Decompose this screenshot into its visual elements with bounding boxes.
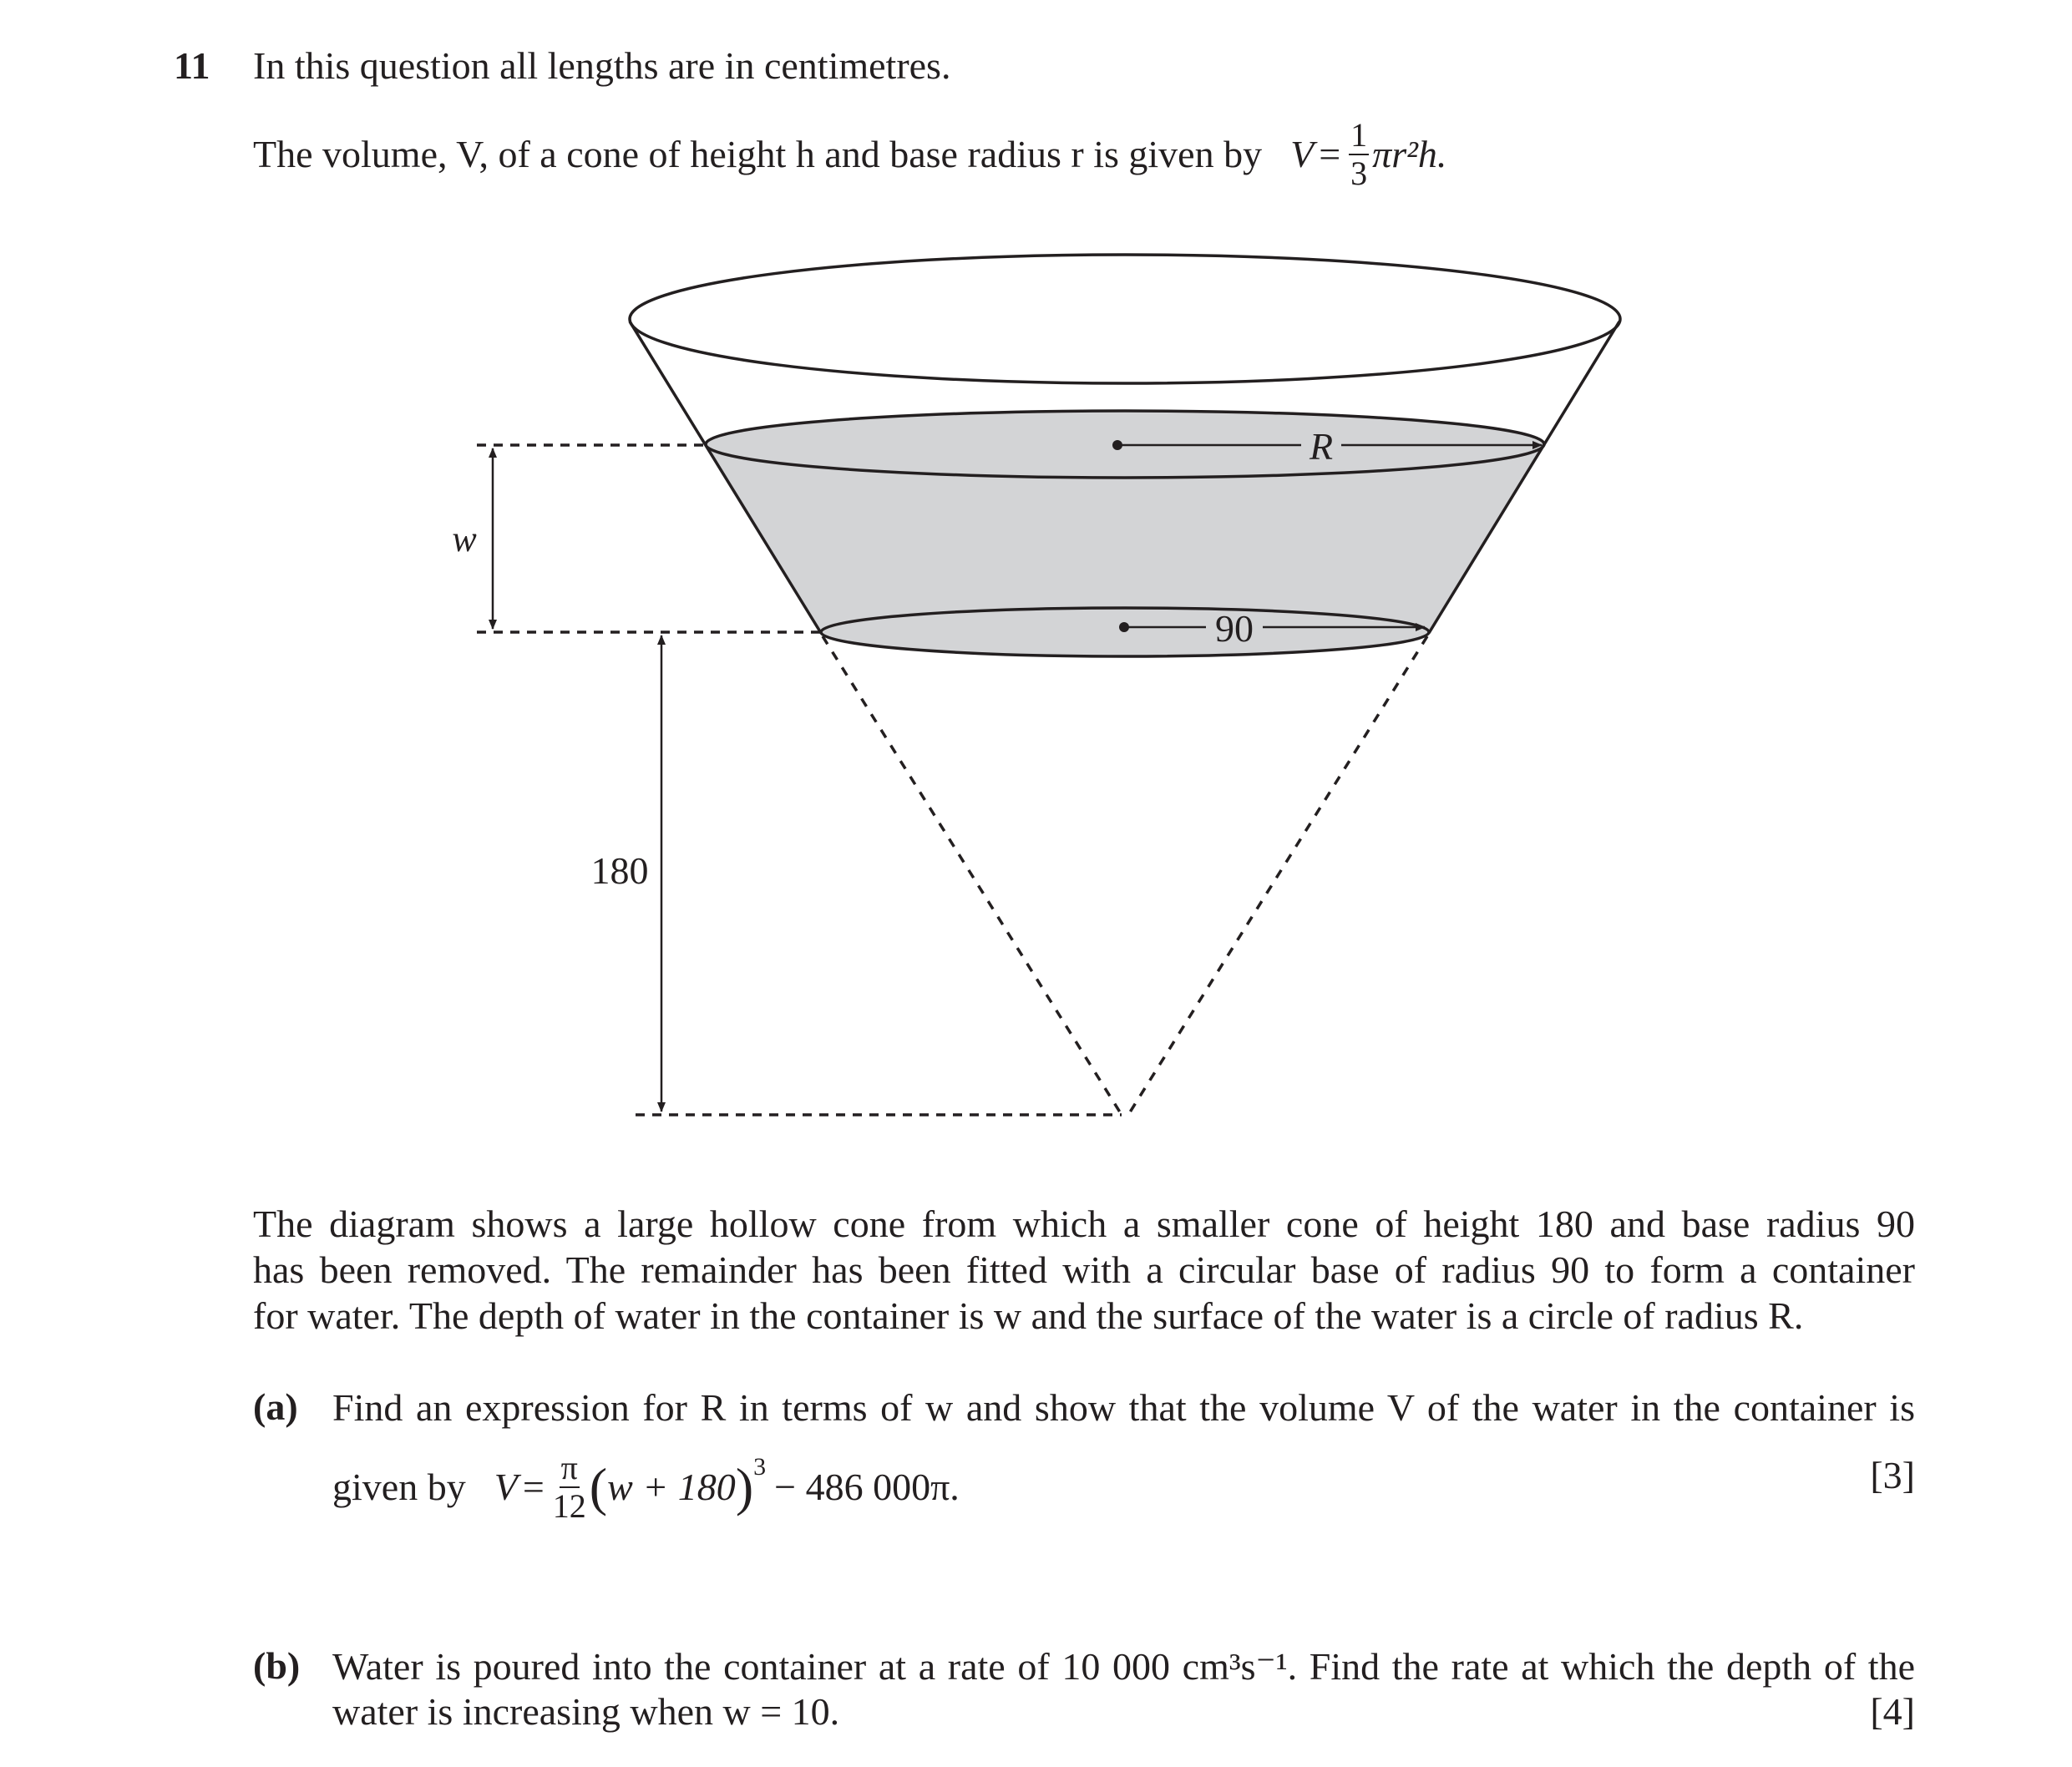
volume-formula-lhs: V — [1290, 133, 1315, 175]
volume-formula-rest: πr²h. — [1372, 133, 1447, 175]
description-line-3: for water. The depth of water in the container is w and the surface of the water is a circle of radius R. — [253, 1294, 1804, 1337]
removed-cone-left — [823, 636, 1122, 1115]
part-a-fraction-denominator: 12 — [552, 1487, 586, 1525]
part-a-formula-lhs: V — [494, 1466, 518, 1508]
diagram-description — [253, 1201, 1915, 1339]
height-180-label: 180 — [590, 849, 649, 892]
part-a-formula-eq: = — [522, 1466, 545, 1508]
volume-formula-eq: = — [1319, 133, 1341, 175]
part-a-formula-inner: w + 180 — [607, 1466, 736, 1508]
description-line-2: has been removed. The remainder has been fitted with a circular base of radius 90 to form a container — [253, 1248, 1915, 1291]
w-label: w — [452, 519, 477, 559]
description-line-1: The diagram shows a large hollow cone from which a smaller cone of height 180 and base radius 90 — [253, 1202, 1915, 1245]
part-a-line-1: Find an expression for R in terms of w and show that the volume V of the water in the container is — [332, 1386, 1915, 1429]
question-number: 11 — [174, 44, 210, 87]
container-rim — [630, 255, 1620, 383]
part-a-marks: [3] — [1870, 1454, 1915, 1496]
fraction-numerator: 1 — [1350, 116, 1368, 154]
water-base-ellipse — [821, 608, 1429, 656]
part-a-formula-fraction — [553, 1451, 586, 1523]
part-b-text — [332, 1643, 1915, 1689]
fraction-denominator: 3 — [1350, 154, 1368, 192]
part-a-fraction-numerator: π — [560, 1449, 578, 1486]
radius-90-label: 90 — [1215, 607, 1254, 650]
radius-R-label: R — [1309, 425, 1334, 468]
part-b-label: (b) — [253, 1644, 301, 1687]
given-by-text: given by — [332, 1466, 466, 1508]
part-a-formula-line: given by V = $\frac{\pi}{12}$ ( w + 180 ) $^3$ − 486 000π. — [332, 1449, 960, 1525]
removed-cone-right — [1128, 636, 1427, 1115]
part-a-text — [332, 1385, 1915, 1430]
part-a-label: (a) — [253, 1385, 298, 1428]
part-b-marks: [4] — [1870, 1690, 1915, 1733]
question-intro: In this question all lengths are in centimetres. — [253, 44, 951, 87]
part-b-line-1: Water is poured into the container at a rate of 10 000 cm³s⁻¹. Find the rate at which the depth of the — [332, 1645, 1915, 1688]
volume-text: The volume, V, of a cone of height h and base radius r is given by — [253, 133, 1263, 175]
part-b-line-2: water is increasing when w = 10. — [332, 1690, 840, 1733]
part-a-formula-tail: − 486 000π. — [774, 1466, 960, 1508]
